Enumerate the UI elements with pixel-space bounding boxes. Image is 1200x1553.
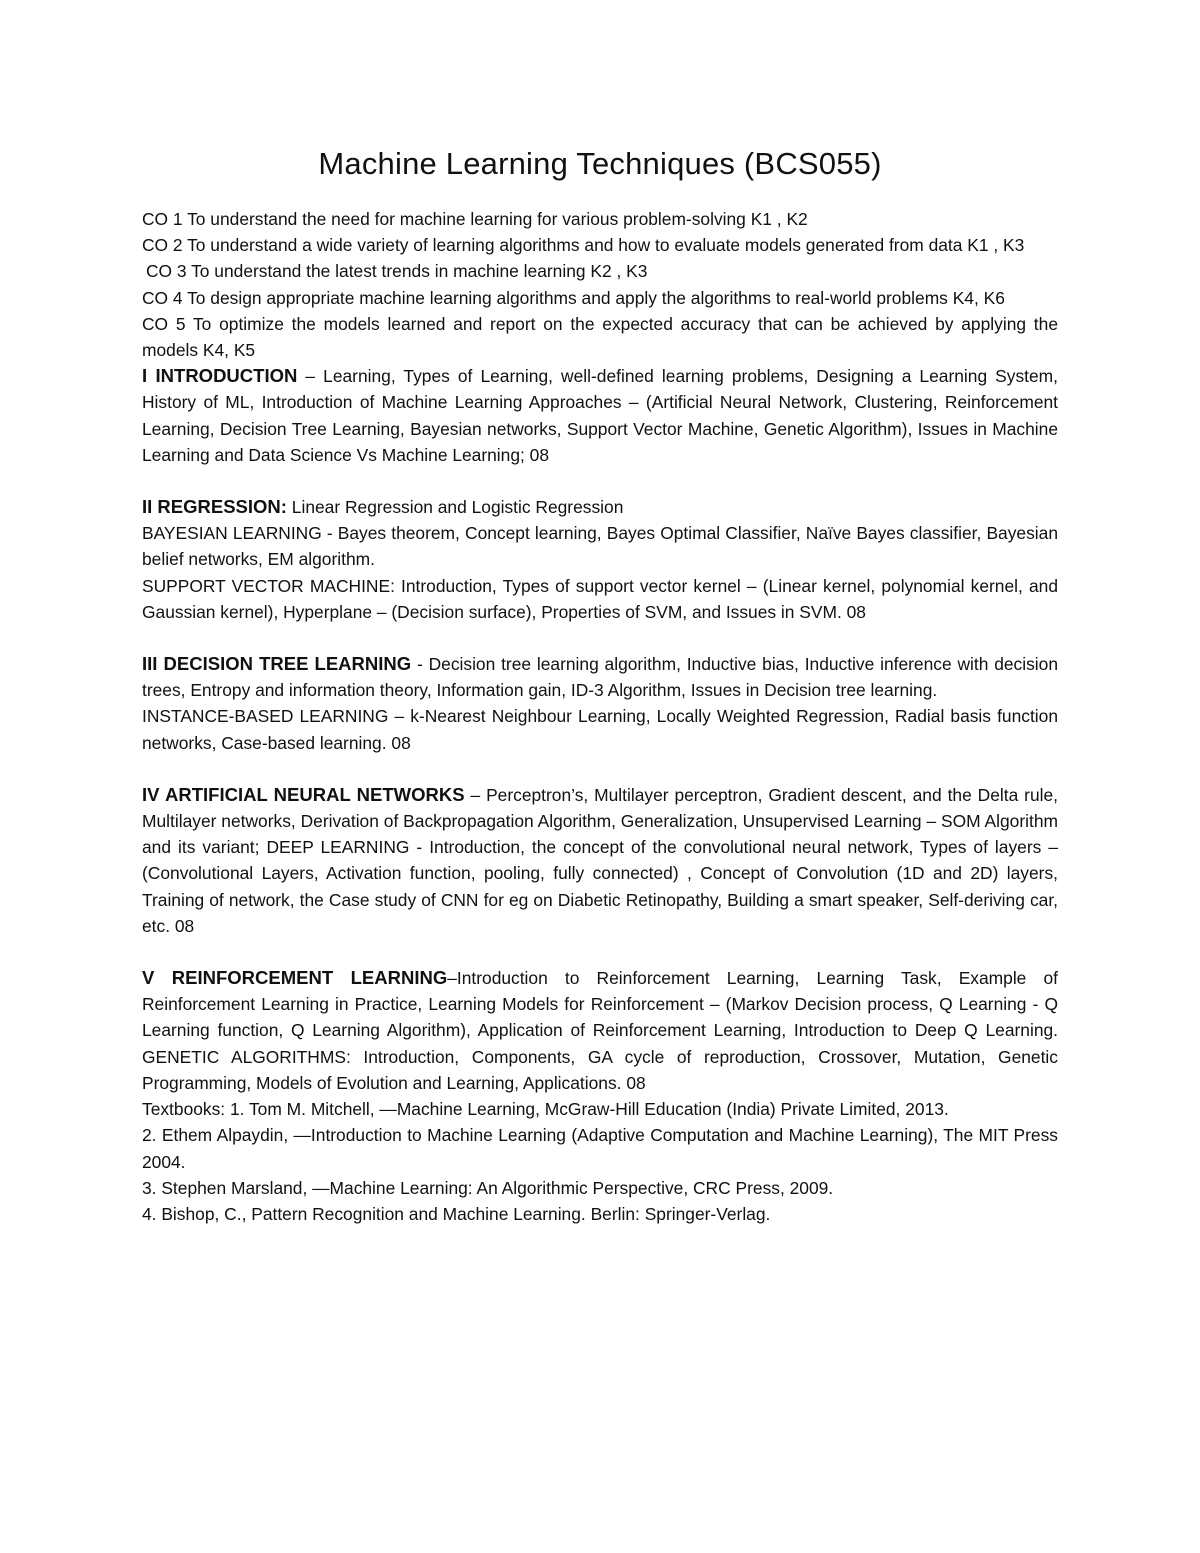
unit-4-heading: IV ARTIFICIAL NEURAL NETWORKS [142,783,465,805]
document-page [142,140,1058,1227]
unit-2-bayesian: BAYESIAN LEARNING - Bayes theorem, Concept learning, Bayes Optimal Classifier, Naïve Bayes classifier, Bayesian belief networks, EM algorithm. [142,523,1058,570]
unit-1-heading: I INTRODUCTION [142,365,298,387]
unit-3-heading: III DECISION TREE LEARNING [142,653,412,675]
textbook-1: Textbooks: 1. Tom M. Mitchell, ―Machine Learning, McGraw-Hill Education (India) Private Limited, 2013. [142,1099,949,1120]
course-outcome-2: CO 2 To understand a wide variety of learning algorithms and how to evaluate models generated from data K1 , K3 [142,235,1025,256]
unit-2-heading: II REGRESSION: [142,496,287,518]
course-outcome-4: CO 4 To design appropriate machine learning algorithms and apply the algorithms to real-world problems K4, K6 [142,287,1005,308]
course-outcome-5: CO 5 To optimize the models learned and report on the expected accuracy that can be achieved by applying the models K4, K5 [142,313,1058,361]
textbook-4: 4. Bishop, C., Pattern Recognition and Machine Learning. Berlin: Springer-Verlag. [142,1203,771,1224]
unit-4-text: – Perceptron’s, Multilayer perceptron, Gradient descent, and the Delta rule, Multilayer networks, Derivation of Backpropagation Algorithm, Generalization, Unsupervised Learning – SOM Algorithm and its variant; DEEP LEARNING - Introduction, the concept of the convolutional neural network, Types of layers – (Convolutional Layers, Activation function, pooling, fully connected) , Concept of Convolution (1D and 2D) layers, Training of network, the Case study of CNN for eg on Diabetic Retinopathy, Building a smart speaker, Self-deriving car, etc. 08 [142,784,1059,936]
unit-1-paragraph [142,363,1058,468]
course-outcome-3: CO 3 To understand the latest trends in machine learning K2 , K3 [146,261,648,282]
unit-3-text: - Decision tree learning algorithm, Inductive bias, Inductive inference with decision trees, Entropy and information theory, Information gain, ID-3 Algorithm, Issues in Decision tree learning. [142,654,1058,701]
textbook-2: 2. Ethem Alpaydin, ―Introduction to Machine Learning (Adaptive Computation and Machine Learning), The MIT Press 2004. [142,1125,1058,1172]
unit-5-text: –Introduction to Reinforcement Learning, Learning Task, Example of Reinforcement Learning in Practice, Learning Models for Reinforcement – (Markov Decision process, Q Learning - Q Learning function, Q Learning Algorithm), Application of Reinforcement Learning, Introduction to Deep Q Learning. GENETIC ALGORITHMS: Introduction, Components, GA cycle of reproduction, Crossover, Mutation, Genetic Programming, Models of Evolution and Learning, Applications. 08 [142,968,1058,1093]
textbook-3: 3. Stephen Marsland, ―Machine Learning: An Algorithmic Perspective, CRC Press, 2009. [142,1177,834,1198]
unit-2-text: Linear Regression and Logistic Regression [286,497,624,518]
unit-4-paragraph [142,782,1058,939]
unit-3-instance: INSTANCE-BASED LEARNING – k-Nearest Neighbour Learning, Locally Weighted Regression, Radial basis function networks, Case-based learning. 08 [142,706,1058,753]
course-outcome-1: CO 1 To understand the need for machine learning for various problem-solving K1 , K2 [142,209,808,229]
unit-5-paragraph [142,965,1058,1096]
document-title: Machine Learning Techniques (BCS055) [318,146,882,181]
unit-1-text: – Learning, Types of Learning, well-defined learning problems, Designing a Learning System, History of ML, Introduction of Machine Learning Approaches – (Artificial Neural Network, Clustering, Reinforcement Learning, Decision Tree Learning, Bayesian networks, Support Vector Machine, Genetic Algorithm), Issues in Machine Learning and Data Science Vs Machine Learning; 08 [142,366,1058,465]
unit-2-paragraph [142,494,1058,520]
unit-2-svm: SUPPORT VECTOR MACHINE: Introduction, Types of support vector kernel – (Linear kernel, polynomial kernel, and Gaussian kernel), Hyperplane – (Decision surface), Properties of SVM, and Issues in SVM. 08 [142,575,1058,622]
unit-5-heading: V REINFORCEMENT LEARNING [142,967,448,989]
unit-3-paragraph [142,651,1058,703]
